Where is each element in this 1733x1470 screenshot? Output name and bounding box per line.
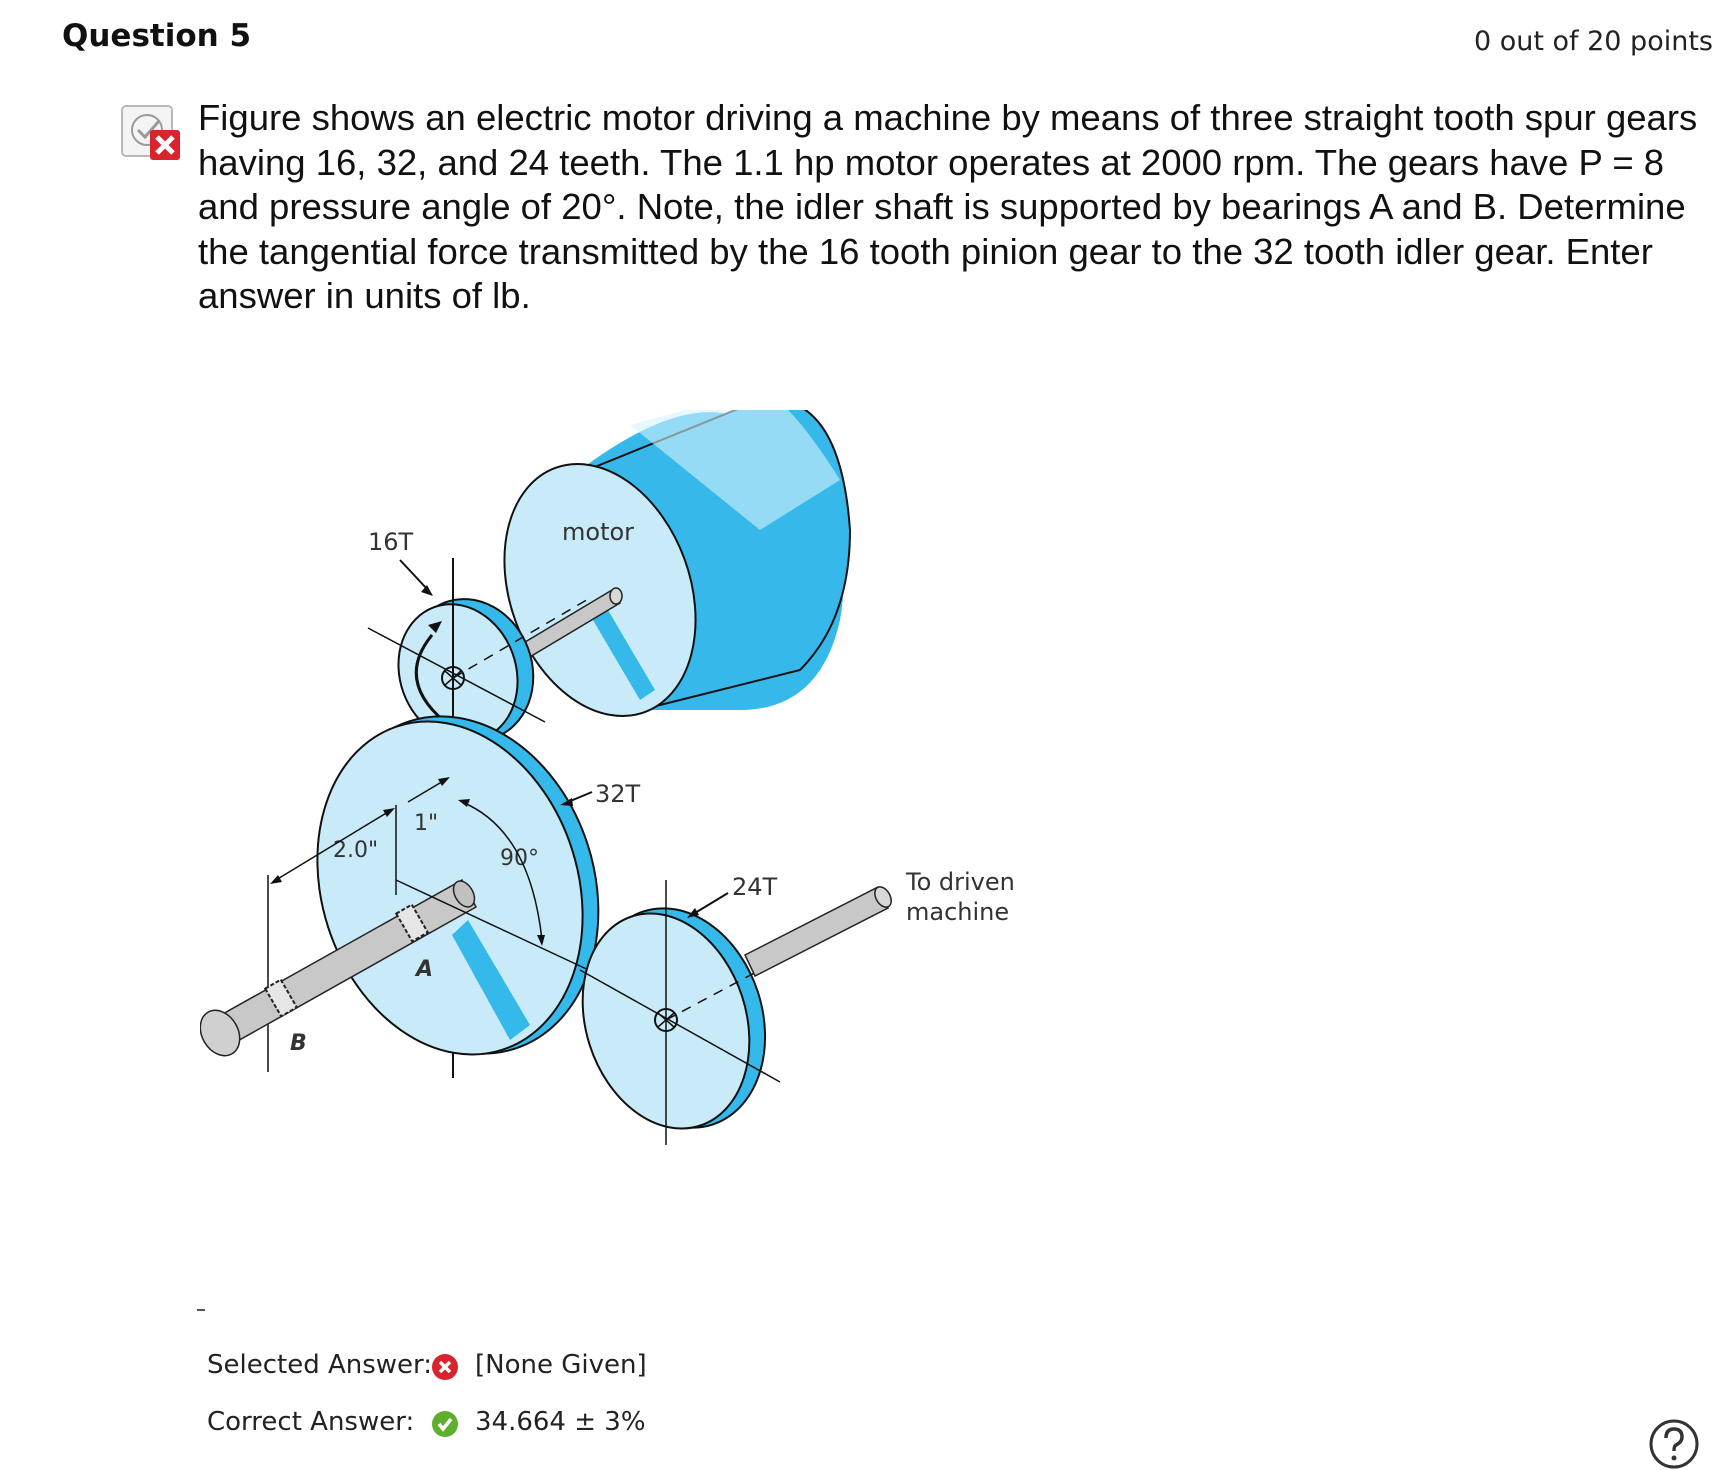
incorrect-icon: [120, 98, 182, 166]
dim-2in-label: 2.0": [333, 838, 379, 863]
gear-32t-label: 32T: [595, 780, 641, 808]
divider-mark: [197, 1309, 205, 1311]
gear-24t-label: 24T: [732, 873, 778, 901]
gear-16t-label: 16T: [368, 528, 414, 556]
dim-1in-label: 1": [414, 811, 439, 836]
selected-answer-label: Selected Answer:: [207, 1350, 433, 1380]
bearing-a-label: A: [416, 957, 434, 982]
angle-90-label: 90°: [500, 846, 539, 871]
question-title: Question 5: [62, 18, 252, 54]
check-circle-icon: [431, 1410, 459, 1438]
x-circle-icon: [431, 1353, 459, 1381]
motor-label: motor: [562, 518, 635, 546]
help-icon[interactable]: [1648, 1418, 1700, 1470]
bearing-b-label: B: [290, 1031, 307, 1056]
question-text: Figure shows an electric motor driving a machine by means of three straight tooth spur gears having 16, 32, and 24 teeth. The 1.1 hp motor operates at 2000 rpm. The gears have P = 8 and pressure angle of 20°. Note, the idler shaft is supported by bearings A and B. Determine the tangential force transmitted by the 16 tooth pinion gear to the 32 tooth idler gear. Enter answer in units of lb.: [198, 97, 1698, 316]
selected-answer-value: [None Given]: [475, 1350, 647, 1380]
correct-answer-label: Correct Answer:: [207, 1407, 415, 1437]
correct-answer-value: 34.664 ± 3%: [475, 1407, 646, 1437]
gear-train-figure: [200, 410, 1200, 1290]
to-driven-label-2: machine: [906, 898, 1010, 926]
question-points: 0 out of 20 points: [1473, 26, 1713, 57]
to-driven-label-1: To driven: [906, 868, 1015, 896]
